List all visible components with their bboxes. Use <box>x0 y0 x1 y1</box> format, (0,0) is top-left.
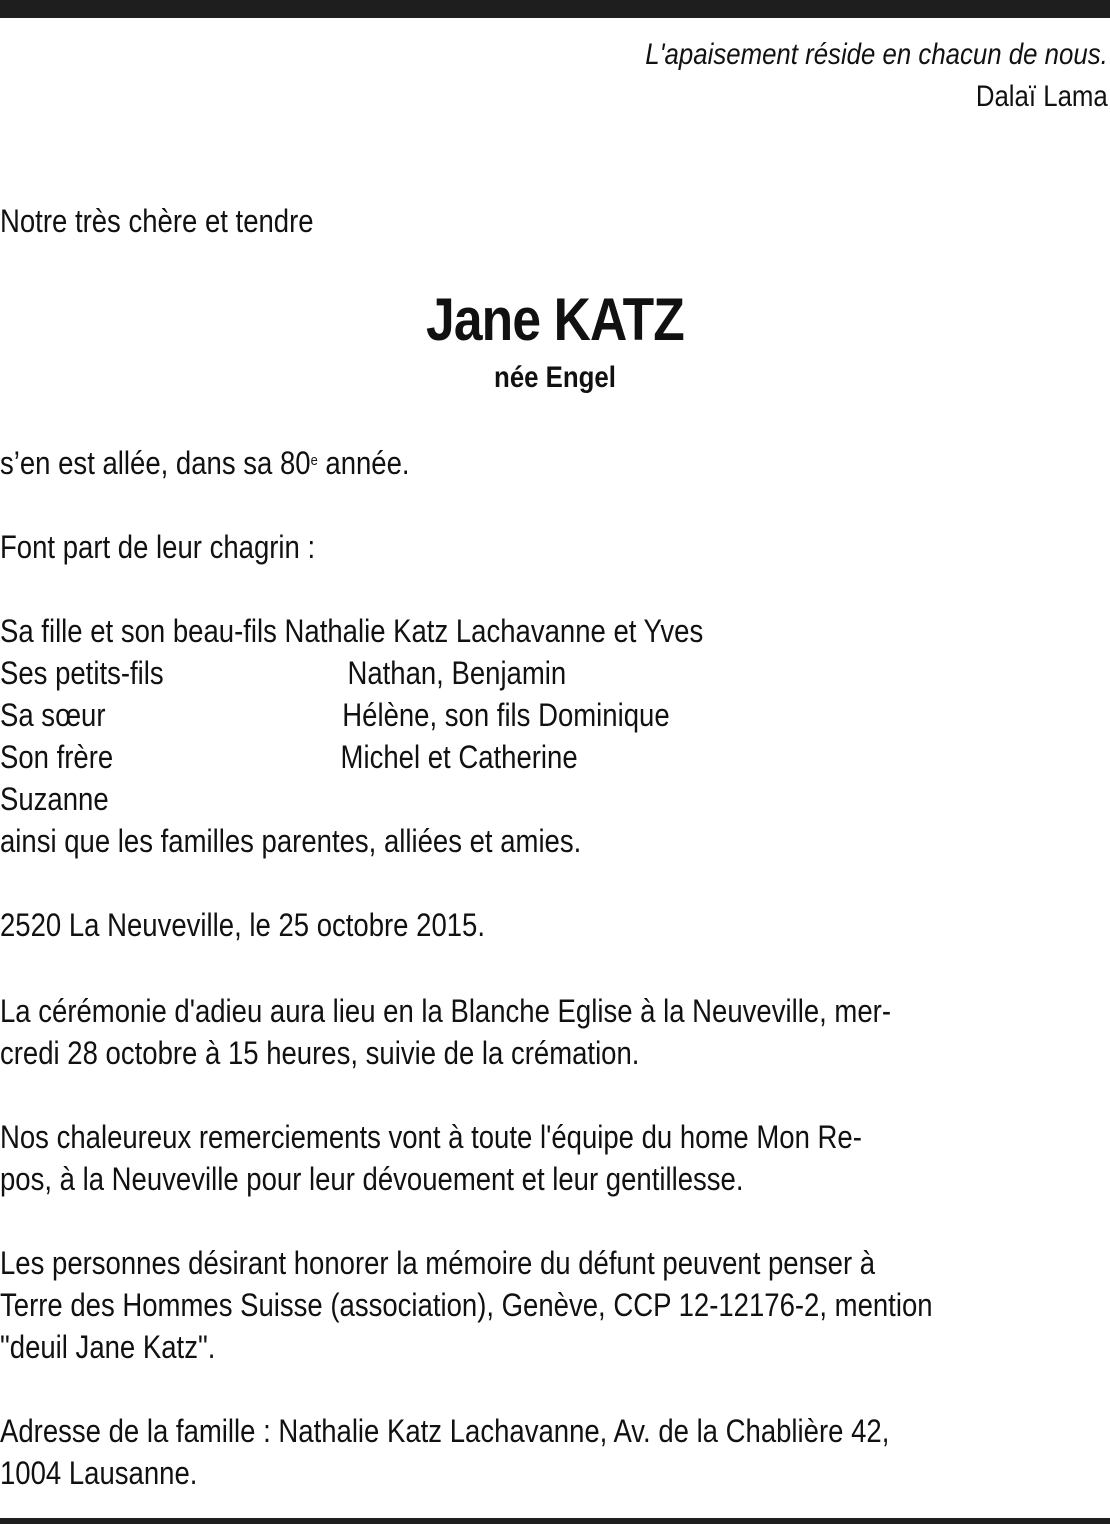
passing-before: s’en est allée, dans sa 80 <box>0 445 311 481</box>
family-relation: Son frère <box>0 739 114 775</box>
maiden-name: née Engel <box>494 361 616 394</box>
intro-line: Notre très chère et tendre <box>0 203 314 239</box>
family-names: Hélène, son fils Dominique <box>342 697 670 733</box>
family-row-sister <box>0 694 1032 736</box>
family-row-brother <box>0 736 1032 778</box>
family-names: Nathalie Katz Lachavanne et Yves <box>284 613 704 649</box>
donation-line-2: Terre des Hommes Suisse (association), Genève, CCP 12-12176-2, mention <box>0 1287 933 1323</box>
ceremony-line-1: La cérémonie d'adieu aura lieu en la Blanche Eglise à la Neuveville, mer- <box>0 993 891 1029</box>
thanks-line-1: Nos chaleureux remerciements vont à toute l'équipe du home Mon Re- <box>0 1119 862 1155</box>
donation-line-3: "deuil Jane Katz". <box>0 1329 216 1365</box>
family-extra: Suzanne <box>0 781 109 817</box>
place-date: 2520 La Neuveville, le 25 octobre 2015. <box>0 907 485 943</box>
deceased-name: Jane KATZ <box>426 286 684 353</box>
announce-line: Font part de leur chagrin : <box>0 529 316 565</box>
donation-line-1: Les personnes désirant honorer la mémoire du défunt peuvent penser à <box>0 1245 876 1281</box>
family-closing: ainsi que les familles parentes, alliées et amies. <box>0 823 582 859</box>
family-relation: Ses petits-fils <box>0 655 164 691</box>
epigraph-quote: L'apaisement réside en chacun de nous. <box>645 38 1108 71</box>
ceremony-line-2: credi 28 octobre à 15 heures, suivie de la crémation. <box>0 1035 640 1071</box>
top-rule <box>0 0 1110 18</box>
passing-ordinal: e <box>310 452 318 469</box>
family-row-daughter <box>0 610 703 652</box>
address-line-1: Adresse de la famille : Nathalie Katz Lachavanne, Av. de la Chablière 42, <box>0 1413 890 1449</box>
passing-after: année. <box>317 445 410 481</box>
address-line-2: 1004 Lausanne. <box>0 1455 198 1491</box>
epigraph <box>646 34 1108 118</box>
family-names: Nathan, Benjamin <box>347 655 567 691</box>
family-relation: Sa fille et son beau-fils <box>0 613 277 649</box>
family-row-grandsons <box>0 652 1032 694</box>
deceased-block <box>0 282 1110 398</box>
family-names: Michel et Catherine <box>340 739 578 775</box>
bottom-rule <box>0 1518 1110 1524</box>
family-relation: Sa sœur <box>0 697 106 733</box>
thanks-line-2: pos, à la Neuveville pour leur dévouement et leur gentillesse. <box>0 1161 744 1197</box>
epigraph-author: Dalaï Lama <box>976 80 1108 113</box>
passing-line <box>0 442 410 484</box>
